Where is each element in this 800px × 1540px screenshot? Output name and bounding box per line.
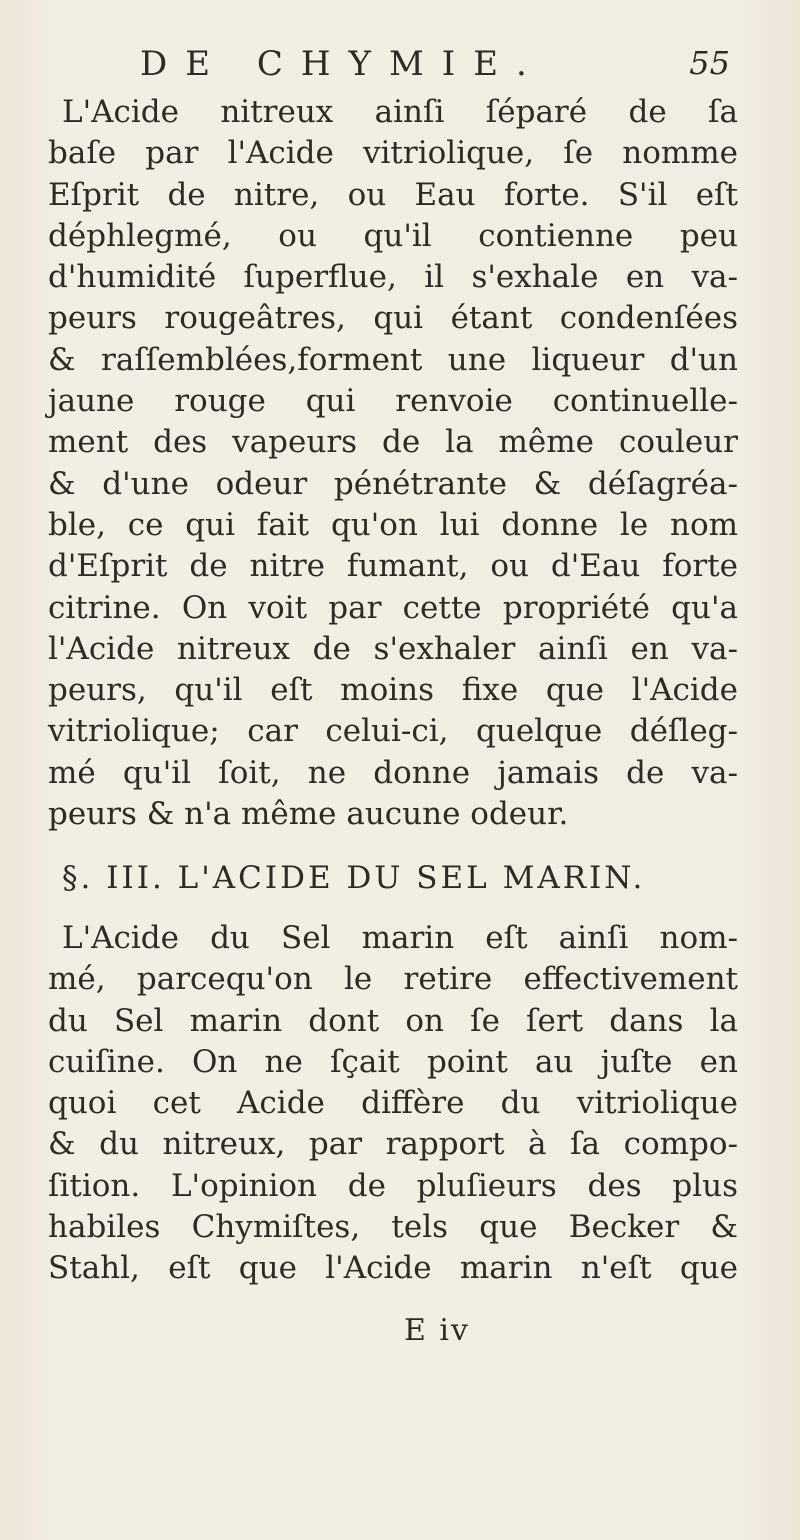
text-line: habiles Chymiſtes, tels que Becker &	[48, 1209, 738, 1246]
text-line: peurs rougeâtres, qui étant condenſées	[48, 300, 738, 337]
text-line: L'Acide nitreux ainſi ſéparé de ſa	[62, 94, 738, 130]
text-line: mé qu'il ſoit, ne donne jamais de va-	[48, 754, 738, 791]
text-line: peurs, qu'il eſt moins fixe que l'Acide	[48, 672, 738, 709]
page-number: 55	[689, 44, 730, 82]
text-line: peurs & n'a même aucune odeur.	[48, 796, 569, 833]
text-line: ſition. L'opinion de pluſieurs des plus	[48, 1167, 738, 1204]
text-line: ment des vapeurs de la même couleur	[48, 424, 738, 461]
section-heading: §. III. L'ACIDE DU SEL MARIN.	[62, 860, 646, 896]
text-line: déphlegmé, ou qu'il contienne peu	[48, 217, 738, 254]
text-line: quoi cet Acide diffère du vitriolique	[48, 1085, 738, 1122]
signature-mark: E iv	[404, 1313, 470, 1348]
running-head-title: DE CHYMIE.	[140, 44, 545, 84]
text-line: jaune rouge qui renvoie continuelle-	[48, 383, 738, 420]
text-line: mé, parcequ'on le retire effectivement	[48, 961, 738, 998]
text-line: citrine. On voit par cette propriété qu'a	[48, 589, 738, 626]
text-line: & du nitreux, par rapport à ſa compo-	[48, 1126, 738, 1163]
text-line: du Sel marin dont on ſe ſert dans la	[48, 1002, 738, 1039]
running-head	[90, 44, 730, 94]
text-line: ble, ce qui fait qu'on lui donne le nom	[48, 506, 738, 543]
text-line: Eſprit de nitre, ou Eau forte. S'il eſt	[48, 176, 738, 213]
text-line: d'humidité ſuperflue, il s'exhale en va-	[48, 259, 738, 296]
text-line: & raſſemblées,forment une liqueur d'un	[48, 341, 738, 378]
text-line: d'Eſprit de nitre fumant, ou d'Eau forte	[48, 548, 738, 585]
text-line: cuiſine. On ne ſçait point au juſte en	[48, 1043, 738, 1080]
text-line: Stahl, eſt que l'Acide marin n'eſt que	[48, 1250, 738, 1287]
text-line: baſe par l'Acide vitriolique, ſe nomme	[48, 135, 738, 172]
text-line: l'Acide nitreux de s'exhaler ainſi en va-	[48, 630, 738, 667]
text-line: L'Acide du Sel marin eſt ainſi nom-	[62, 920, 738, 956]
text-line: & d'une odeur pénétrante & déſagréa-	[48, 465, 738, 502]
paragraph-acide-nitreux	[48, 92, 738, 835]
paragraph-acide-sel-marin	[48, 918, 738, 1290]
text-line: vitriolique; car celui-ci, quelque déſleg-	[48, 713, 738, 750]
